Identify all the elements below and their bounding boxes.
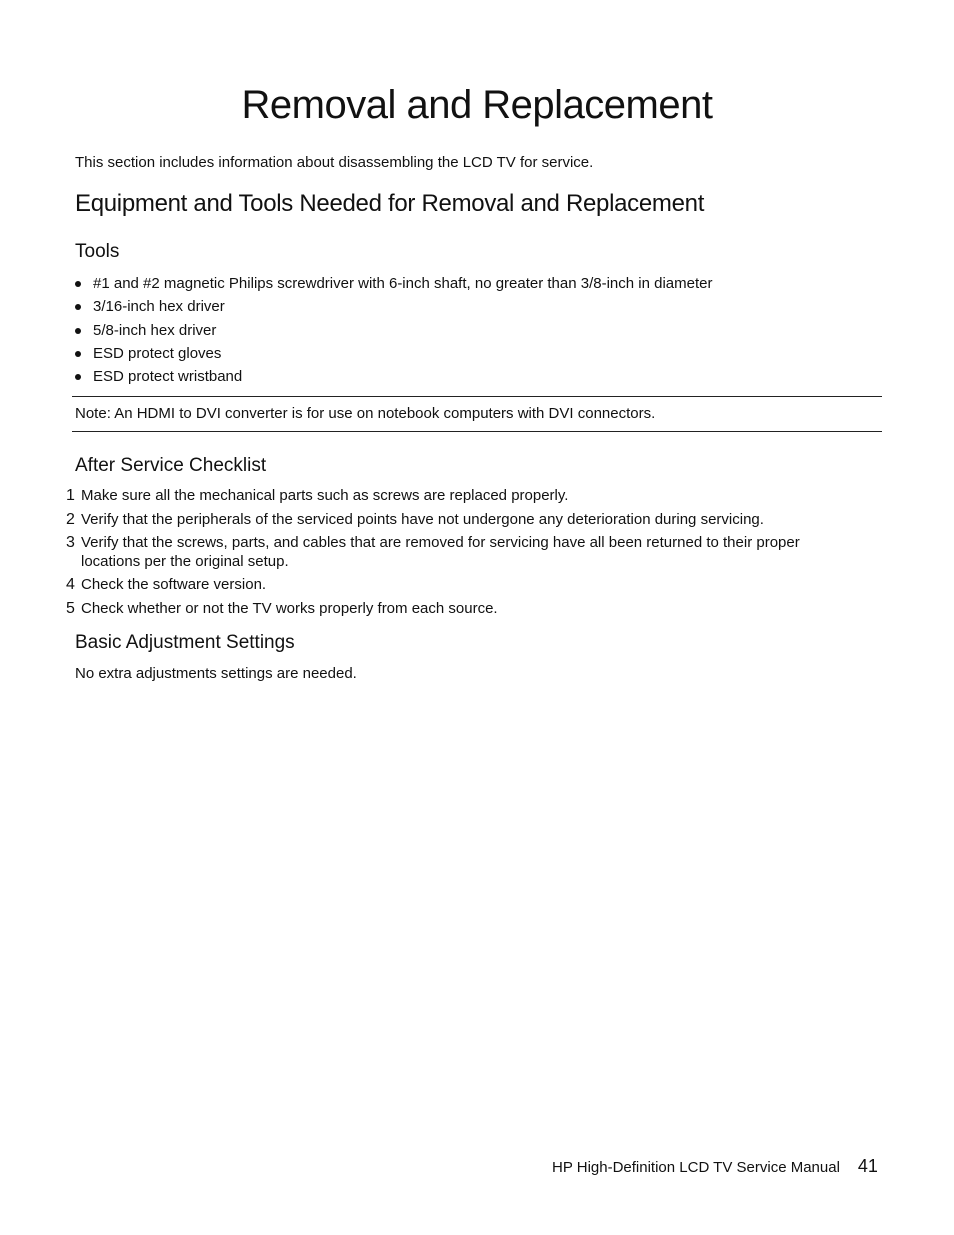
page-title: Removal and Replacement (241, 83, 713, 127)
bullet-icon (75, 304, 81, 310)
section-heading: Equipment and Tools Needed for Removal and Replacement (75, 190, 705, 217)
tool-item-text: ESD protect wristband (93, 368, 243, 386)
manual-title: HP High-Definition LCD TV Service Manual (552, 1159, 840, 1176)
note-box (72, 396, 882, 432)
step-number: 3 (66, 534, 75, 551)
tools-heading: Tools (75, 241, 120, 262)
checklist-step (66, 534, 846, 571)
checklist-heading: After Service Checklist (75, 455, 267, 476)
tool-item-text: ESD protect gloves (93, 344, 222, 362)
checklist-step (66, 576, 846, 595)
checklist-steps (66, 487, 846, 623)
page-number: 41 (857, 1156, 878, 1176)
checklist-step (66, 600, 846, 619)
tool-item-text: 5/8-inch hex driver (93, 321, 217, 339)
bullet-icon (75, 351, 81, 357)
step-text: Verify that the peripherals of the serviced points have not undergone any deterioration during servicing. (81, 510, 764, 528)
note-label: Note (75, 405, 107, 422)
adjustment-heading: Basic Adjustment Settings (75, 632, 295, 653)
bullet-icon (75, 281, 81, 287)
adjustment-text: No extra adjustments settings are needed. (75, 665, 357, 682)
checklist-step (66, 511, 846, 530)
checklist-step (66, 487, 846, 506)
list-item (75, 321, 713, 344)
step-text: Check the software version. (81, 576, 267, 593)
page-footer (552, 1156, 878, 1177)
bullet-icon (75, 328, 81, 334)
step-number: 2 (66, 510, 75, 528)
list-item (75, 367, 713, 390)
step-number: 4 (66, 576, 75, 593)
list-item (75, 344, 713, 367)
tool-item-text: 3/16-inch hex driver (93, 298, 225, 316)
list-item (75, 297, 713, 320)
note-body: : An HDMI to DVI converter is for use on notebook computers with DVI connectors. (106, 405, 656, 422)
bullet-icon (75, 374, 81, 380)
step-text: Check whether or not the TV works properly from each source. (81, 599, 498, 617)
step-number: 5 (66, 599, 75, 617)
tool-item-text: #1 and #2 magnetic Philips screwdriver with 6-inch shaft, no greater than 3/8-inch in diameter (93, 275, 713, 292)
intro-paragraph: This section includes information about disassembling the LCD TV for service. (75, 154, 594, 171)
step-text: Make sure all the mechanical parts such as screws are replaced properly. (81, 487, 569, 504)
step-text: Verify that the screws, parts, and cables that are removed for servicing have all been returned to their proper locations per the original setup. (81, 534, 800, 570)
step-number: 1 (66, 487, 75, 504)
tools-list (75, 274, 713, 390)
list-item (75, 274, 713, 297)
note-text (75, 405, 655, 422)
